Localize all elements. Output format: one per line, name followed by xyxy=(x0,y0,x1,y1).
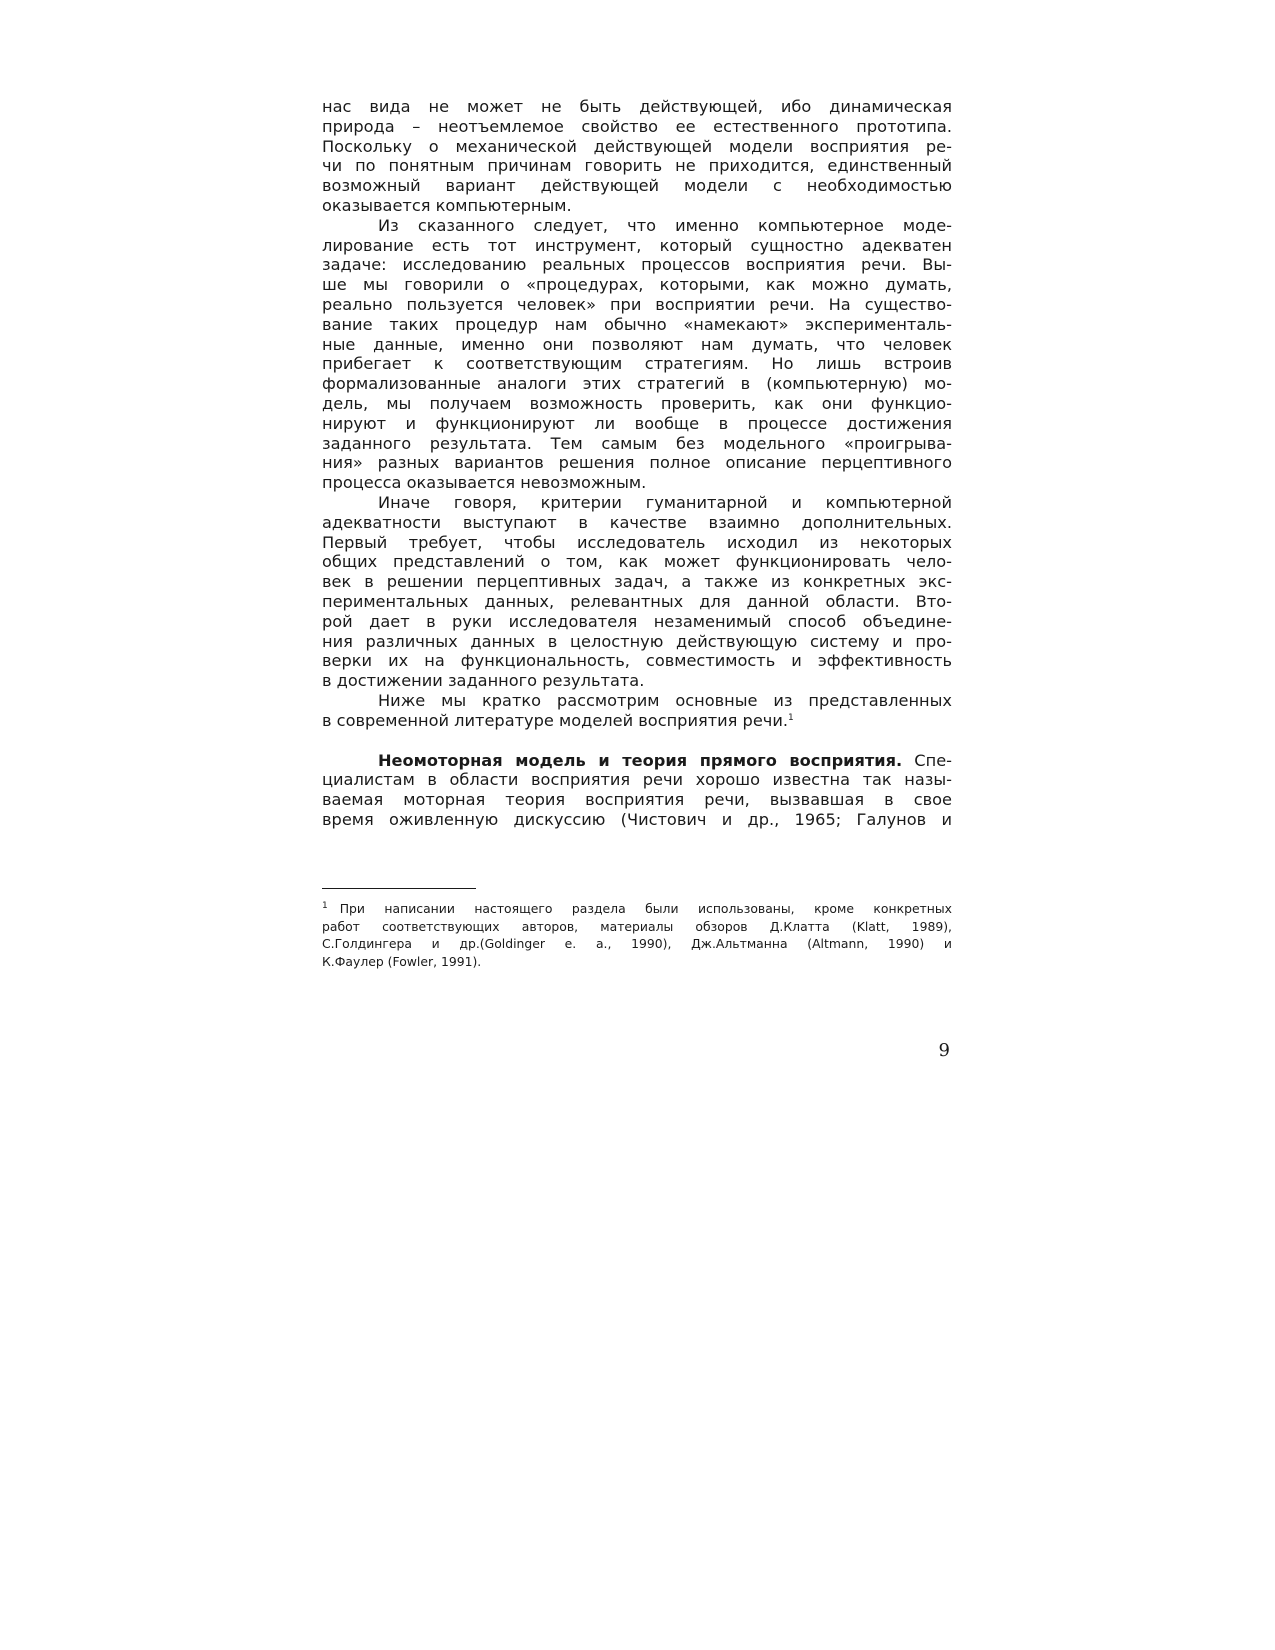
text-line xyxy=(322,711,952,731)
text-line: формализованные аналоги этих стратегий в (компьютерную) мо- xyxy=(322,374,952,394)
footnote-line: работ соответствующих авторов, материалы обзоров Д.Клатта (Klatt, 1989), xyxy=(322,918,952,934)
text-line: нируют и функционируют ли вообще в процессе достижения xyxy=(322,413,952,433)
section-text: Спе- xyxy=(902,750,952,770)
text-line: Ниже мы кратко рассмотрим основные из представленных xyxy=(378,690,952,710)
section-first-line xyxy=(322,751,952,771)
text-line: возможный вариант действующей модели с необходимостью xyxy=(322,176,952,196)
text-line: нас вида не может не быть действующей, ибо динамическая xyxy=(322,97,952,116)
text-line: рой дает в руки исследователя незаменимый способ объедине- xyxy=(322,611,952,631)
text-line: процесса оказывается невозможным. xyxy=(322,473,647,493)
text-line: ше мы говорили о «процедурах, которыми, как можно думать, xyxy=(322,275,952,295)
text-line: Поскольку о механической действующей модели восприятия ре- xyxy=(322,136,952,156)
footnote xyxy=(322,900,952,970)
text-line: циалистам в области восприятия речи хорошо известна так назы- xyxy=(322,770,952,790)
section-heading: Неомоторная модель и теория прямого восприятия. xyxy=(378,750,903,770)
text-line: ные данные, именно они позволяют нам думать, что человек xyxy=(322,334,952,354)
text-line: время оживленную дискуссию (Чистович и др., 1965; Галунов и xyxy=(322,809,952,829)
text-line: прибегает к соответствующим стратегиям. Но лишь встроив xyxy=(322,354,952,374)
text-line: дель, мы получаем возможность проверить, как они функцио- xyxy=(322,393,952,413)
footnote-line: К.Фаулер (Fowler, 1991). xyxy=(322,953,482,969)
text-line: Из сказанного следует, что именно компьютерное моде- xyxy=(378,215,952,235)
footnote-reference: 1 xyxy=(788,712,794,723)
text-line: заданного результата. Тем самым без модельного «проигрыва- xyxy=(322,433,952,453)
text-line: общих представлений о том, как может функционировать чело- xyxy=(322,552,952,572)
main-text xyxy=(322,97,952,830)
text-line: оказывается компьютерным. xyxy=(322,195,572,215)
footnote-line: С.Голдингера и др.(Goldinger e. a., 1990), Дж.Альтманна (Altmann, 1990) и xyxy=(322,936,952,951)
text-line: адекватности выступают в качестве взаимно дополнительных. xyxy=(322,512,952,532)
text-line: ваемая моторная теория восприятия речи, вызвавшая в свое xyxy=(322,790,952,810)
text-line: Иначе говоря, критерии гуманитарной и компьютерной xyxy=(378,492,952,512)
footnote-separator xyxy=(322,888,476,889)
text-line: Первый требует, чтобы исследователь исходил из некоторых xyxy=(322,532,952,552)
footnote-marker: 1 xyxy=(322,901,328,911)
text-line: ния различных данных в целостную действующую систему и про- xyxy=(322,631,952,651)
page-number: 9 xyxy=(938,1040,950,1061)
text-line: реально пользуется человек» при восприятии речи. На существо- xyxy=(322,294,952,314)
footnote-text: При написании настоящего раздела были использованы, кроме конкретных xyxy=(339,901,952,916)
text-line: верки их на функциональность, совместимость и эффективность xyxy=(322,651,952,671)
text-line: в достижении заданного результата. xyxy=(322,671,645,691)
text-line-content: в современной литературе моделей восприятия речи. xyxy=(322,710,789,730)
section-spacer xyxy=(322,731,952,751)
text-line: задаче: исследованию реальных процессов восприятия речи. Вы- xyxy=(322,255,952,275)
footnote-line xyxy=(322,900,952,918)
text-line: вание таких процедур нам обычно «намекают» эксперименталь- xyxy=(322,314,952,334)
text-line: век в решении перцептивных задач, а также из конкретных экс- xyxy=(322,572,952,592)
text-line: периментальных данных, релевантных для данной области. Вто- xyxy=(322,591,952,611)
text-line: чи по понятным причинам говорить не приходится, единственный xyxy=(322,156,952,176)
text-line: лирование есть тот инструмент, который сущностно адекватен xyxy=(322,235,952,255)
text-line: ния» разных вариантов решения полное описание перцептивного xyxy=(322,453,952,473)
text-line: природа – неотъемлемое свойство ее естественного прототипа. xyxy=(322,116,952,136)
